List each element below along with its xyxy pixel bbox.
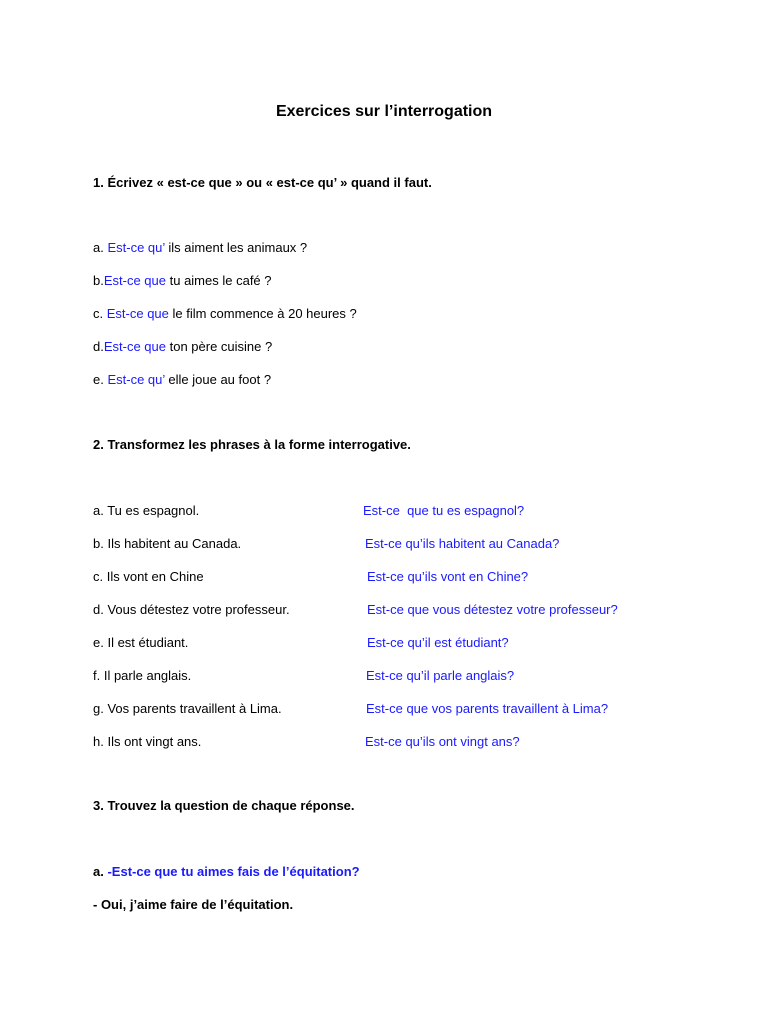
ex1-item-a [93,240,307,255]
ex2-question: Est-ce que vous détestez votre professeur? [367,602,618,617]
ex1-item-text: elle joue au foot ? [164,372,272,387]
ex1-item-answer: Est-ce qu’ [107,372,165,387]
ex1-item-prefix: a. [93,240,108,255]
ex1-item-answer: Est-ce que [103,339,166,354]
ex1-item-prefix: e. [93,372,108,387]
ex1-item-e [93,372,271,387]
ex1-item-text: ils aiment les animaux ? [164,240,308,255]
ex2-statement: b. Ils habitent au Canada. [93,536,242,551]
ex2-question: Est-ce qu’ils vont en Chine? [367,569,529,584]
ex1-item-prefix: c. [93,306,107,321]
ex3-item-prefix: a. [93,864,108,879]
ex3-item-a-question [93,864,360,879]
ex2-question: Est-ce qu’il est étudiant? [367,635,509,650]
page-title: Exercices sur l’interrogation [275,103,493,120]
ex1-item-prefix: b. [93,273,104,288]
ex1-item-d [93,339,272,354]
ex1-item-text: le film commence à 20 heures ? [168,306,357,321]
ex2-question: Est-ce qu’il parle anglais? [366,668,515,683]
ex2-question: Est-ce qu’ils ont vingt ans? [365,734,520,749]
ex2-statement: a. Tu es espagnol. [93,503,200,518]
ex3-item-a-answer: - Oui, j’aime faire de l’équitation. [93,897,294,912]
ex1-item-prefix: d. [93,339,104,354]
exercise-1-heading: 1. Écrivez « est-ce que » ou « est-ce qu’ » quand il faut. [93,175,432,190]
ex1-item-answer: Est-ce que [103,273,166,288]
ex2-question: Est-ce que tu es espagnol? [363,503,525,518]
ex1-item-c [93,306,357,321]
ex2-statement: f. Il parle anglais. [93,668,192,683]
ex2-statement: d. Vous détestez votre professeur. [93,602,290,617]
exercise-2-heading: 2. Transformez les phrases à la forme interrogative. [93,437,411,452]
ex2-statement: g. Vos parents travaillent à Lima. [93,701,282,716]
ex1-item-text: ton père cuisine ? [166,339,273,354]
ex2-statement: h. Ils ont vingt ans. [93,734,202,749]
ex2-question: Est-ce que vos parents travaillent à Lima? [366,701,609,716]
ex1-item-answer: Est-ce qu’ [107,240,165,255]
ex2-statement: c. Ils vont en Chine [93,569,204,584]
exercise-3-heading: 3. Trouvez la question de chaque réponse. [93,798,355,813]
ex2-statement: e. Il est étudiant. [93,635,189,650]
ex3-question: -Est-ce que tu aimes fais de l’équitation? [107,864,360,879]
ex1-item-answer: Est-ce que [106,306,169,321]
ex1-item-b [93,273,272,288]
ex1-item-text: tu aimes le café ? [166,273,272,288]
ex2-question: Est-ce qu’ils habitent au Canada? [365,536,560,551]
